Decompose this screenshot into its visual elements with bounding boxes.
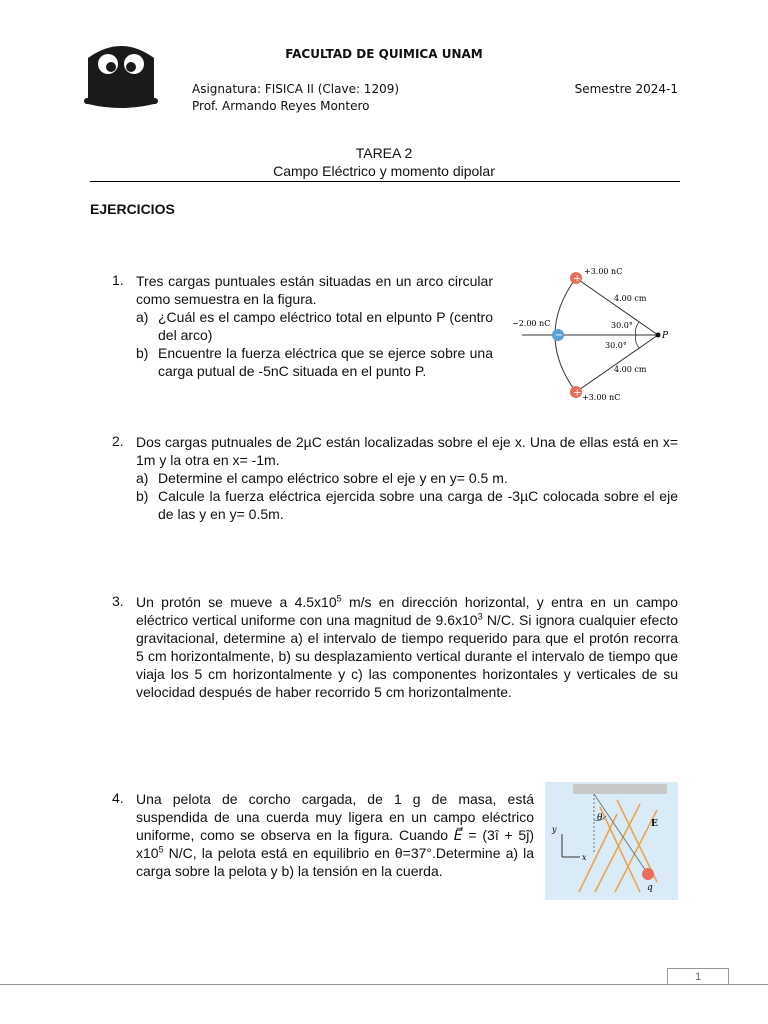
exercise-4-number: 4. xyxy=(112,790,124,806)
exercise-2-text: Dos cargas putnuales de 2µC están localizadas sobre el eje x. Una de ellas está en x= 1m y la otra en x= -1m. xyxy=(136,434,678,468)
charged-ball-icon xyxy=(642,868,654,880)
fig4-charge: q xyxy=(647,883,653,893)
page-subtitle: Campo Eléctrico y momento dipolar xyxy=(273,163,495,179)
svg-text:+: + xyxy=(573,387,582,399)
fig4-theta: θ xyxy=(597,813,603,823)
exercise-2-number: 2. xyxy=(112,433,124,449)
section-heading: EJERCICIOS xyxy=(90,201,175,217)
exercise-1a-text: ¿Cuál es el campo eléctrico total en elpunto P (centro del arco) xyxy=(158,309,493,343)
fig1-point-label: P xyxy=(662,331,669,341)
cork-ball-figure xyxy=(545,782,678,900)
footer-rule xyxy=(0,984,768,985)
exercise-1a-label: a) xyxy=(136,309,149,325)
fig1-dist-bottom: 4.00 cm xyxy=(614,365,647,374)
page-number: 1 xyxy=(667,968,729,985)
exercise-2a-label: a) xyxy=(136,470,149,486)
exercise-1-number: 1. xyxy=(112,272,124,288)
fig1-dist-top: 4.00 cm xyxy=(614,294,647,303)
semester-line: Semestre 2024-1 xyxy=(574,82,678,96)
fig1-angle-bottom: 30.0° xyxy=(605,341,627,350)
exercise-3-number: 3. xyxy=(112,593,124,609)
fig1-q-left: −2.00 nC xyxy=(512,319,551,328)
point-p-icon xyxy=(656,333,661,338)
fig1-angle-top: 30.0° xyxy=(611,321,633,330)
exercise-3-text: Un protón se mueve a $4.5x10^5$ m/s en dirección horizontal, y entra en un campo eléctrico vertical uniforme con una magnitud de $9.6x10^3$ N/C. Si ignora cualquier efecto gravitacional, determine a) el intervalo de tiempo requerido para que el protón recorra 5 cm horizontalmente, b) su desplazamiento vertical durante el intervalo de tiempo que viaja los 5 cm horizontalmente y c) las componentes horizontales y verticales de su velocidad después de haber recorrido 5 cm horizontalmente. xyxy=(136,593,679,700)
fig1-q-bottom: +3.00 nC xyxy=(582,393,621,402)
page-title: TAREA 2 xyxy=(355,145,413,161)
three-charges-figure xyxy=(512,265,682,405)
exercise-2a-text: Determine el campo eléctrico sobre el eje y en y= 0.5 m. xyxy=(158,470,508,486)
exercise-2b-text: Calcule la fuerza eléctrica ejercida sobre una carga de -3µC colocada sobre el eje de las y en y= 0.5m. xyxy=(158,488,678,522)
exercise-1b-label: b) xyxy=(136,345,149,361)
subject-line: Asignatura: FISICA II (Clave: 1209) xyxy=(192,82,400,96)
exercise-2b-label: b) xyxy=(136,488,149,504)
fig1-q-top: +3.00 nC xyxy=(584,267,623,276)
svg-text:−: − xyxy=(554,330,563,341)
exercise-1b-text: Encuentre la fuerza eléctrica que se ejerce sobre una carga putual de -5nC situada en el punto P. xyxy=(158,345,493,379)
exercise-1-text: Tres cargas puntuales están situadas en un arco circular como semuestra en la figura. xyxy=(136,273,493,307)
fig4-x-axis: x xyxy=(582,853,587,862)
faculty-name: FACULTAD DE QUIMICA UNAM xyxy=(285,47,483,61)
fig4-y-axis: y xyxy=(552,825,557,834)
title-divider xyxy=(90,181,680,182)
fig4-field: E xyxy=(651,819,658,829)
exercise-4-text: Una pelota de corcho cargada, de 1 g de masa, está suspendida de una cuerda muy ligera en un campo eléctrico uniforme, como se observa en la figura. Cuando E⃗ = (3î + 5ĵ) $x10^5$ N/C, la pelota está en equilibrio en θ=37°.Determine a) la carga sobre la pelota y b) la tensión en la cuerda. xyxy=(136,791,534,879)
svg-text:+: + xyxy=(573,273,582,285)
professor-line: Prof. Armando Reyes Montero xyxy=(192,99,370,113)
